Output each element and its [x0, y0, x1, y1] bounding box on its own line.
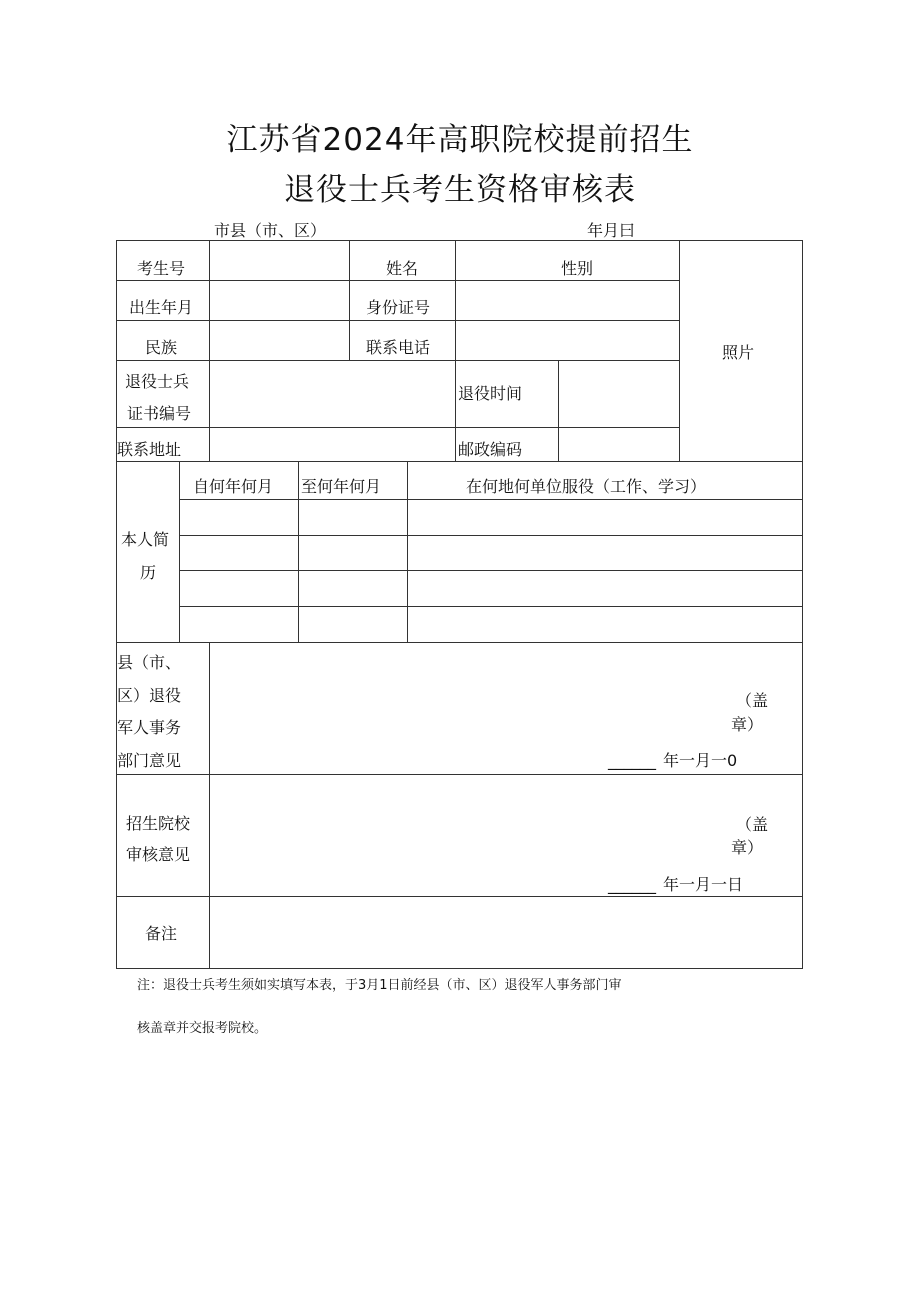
id-number-label: 身份证号 [366, 298, 431, 317]
birth-date-label: 出生年月 [129, 298, 194, 317]
retirement-time-label: 退役时间 [458, 384, 523, 403]
grid-line [558, 360, 559, 461]
county-seal-line2: 章） [731, 715, 764, 734]
grid-line [116, 774, 803, 775]
resume-column-from: 自何年何月 [193, 477, 274, 496]
grid-line [209, 642, 210, 969]
photo-label: 照片 [722, 343, 755, 362]
grid-line [407, 461, 408, 642]
school-date: 年一月一日 [663, 875, 744, 894]
county-opinion-label-line3: 军人事务 [117, 718, 182, 737]
resume-column-unit: 在何地何单位服役（工作、学习） [466, 477, 707, 496]
grid-line [455, 240, 456, 461]
county-field: 市县（市、区） [214, 221, 327, 240]
school-opinion-label-line2: 审核意见 [126, 845, 191, 864]
qualification-table [116, 240, 803, 969]
school-seal-line1: （盖 [736, 815, 769, 834]
county-date: 年一月一0 [663, 751, 738, 770]
footnote-line2: 核盖章并交报考院校。 [137, 1021, 268, 1036]
grid-line [116, 427, 679, 428]
grid-line [209, 240, 210, 461]
grid-line [116, 642, 803, 643]
name-label: 姓名 [386, 259, 419, 278]
exam-number-label: 考生号 [137, 259, 186, 278]
grid-line [179, 535, 803, 536]
postcode-label: 邮政编码 [458, 440, 523, 459]
form-title-line2: 退役士兵考生资格审核表 [284, 172, 636, 208]
school-seal-line2: 章） [731, 838, 764, 857]
county-seal-line1: （盖 [736, 691, 769, 710]
grid-line [349, 240, 350, 360]
address-label: 联系地址 [117, 440, 182, 459]
resume-column-to: 至何年何月 [301, 477, 382, 496]
phone-label: 联系电话 [366, 338, 431, 357]
grid-line [116, 360, 679, 361]
county-date-blank: ______ [608, 751, 656, 770]
school-date-blank: ______ [608, 875, 656, 894]
date-field: 年月曰 [587, 221, 636, 240]
county-opinion-label-line2: 区）退役 [117, 686, 182, 705]
grid-line [179, 570, 803, 571]
certificate-label-line2: 证书编号 [127, 404, 192, 423]
form-title-line1: 江苏省2024年高职院校提前招生 [226, 122, 694, 158]
ethnicity-label: 民族 [145, 338, 178, 357]
resume-label-line2: 历 [140, 563, 157, 582]
resume-label-line1: 本人简 [121, 530, 170, 549]
grid-line [116, 320, 679, 321]
grid-line [298, 461, 299, 642]
school-opinion-label-line1: 招生院校 [126, 814, 191, 833]
grid-line [179, 606, 803, 607]
grid-line [179, 461, 180, 642]
footnote-line1: 注：退役士兵考生须如实填写本表，于3月1日前经县（市、区）退役军人事务部门审 [137, 978, 622, 993]
certificate-label-line1: 退役士兵 [125, 372, 190, 391]
remarks-label: 备注 [145, 924, 178, 943]
grid-line [116, 461, 803, 462]
grid-line [179, 499, 803, 500]
county-opinion-label-line1: 县（市、 [117, 653, 182, 672]
county-opinion-label-line4: 部门意见 [117, 751, 182, 770]
gender-label: 性别 [561, 259, 594, 278]
grid-line [679, 240, 680, 461]
grid-line [116, 896, 803, 897]
grid-line [116, 280, 679, 281]
